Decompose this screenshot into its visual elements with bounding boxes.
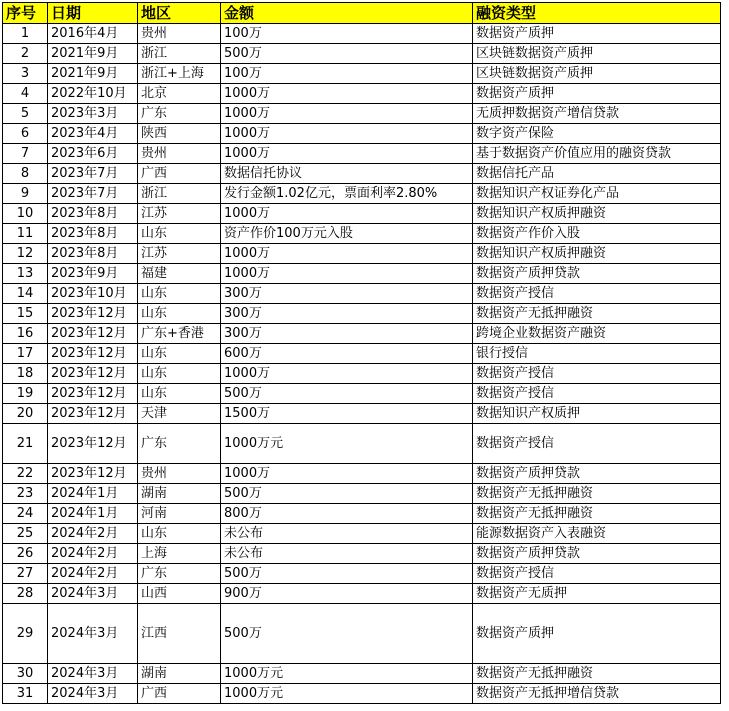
table-row <box>3 404 721 424</box>
cell-type: 数据资产无抵押融资 <box>473 664 721 684</box>
cell-region: 广西 <box>138 164 221 184</box>
header-amount: 金额 <box>221 3 473 24</box>
table-row <box>3 284 721 304</box>
cell-date: 2023年8月 <box>48 224 138 244</box>
table-row <box>3 544 721 564</box>
cell-amount: 数据信托协议 <box>221 164 473 184</box>
cell-date: 2023年12月 <box>48 404 138 424</box>
cell-date: 2023年7月 <box>48 184 138 204</box>
table-row <box>3 264 721 284</box>
cell-region: 北京 <box>138 84 221 104</box>
table-body <box>3 24 721 704</box>
cell-region: 贵州 <box>138 144 221 164</box>
cell-date: 2023年6月 <box>48 144 138 164</box>
cell-amount: 500万 <box>221 564 473 584</box>
cell-date: 2023年8月 <box>48 244 138 264</box>
cell-region: 山东 <box>138 284 221 304</box>
cell-type: 数据知识产权质押融资 <box>473 244 721 264</box>
cell-amount: 500万 <box>221 484 473 504</box>
table-row <box>3 224 721 244</box>
cell-amount: 发行金额1.02亿元，票面利率2.80% <box>221 184 473 204</box>
table-row <box>3 304 721 324</box>
table-row <box>3 484 721 504</box>
cell-region: 福建 <box>138 264 221 284</box>
table-row <box>3 84 721 104</box>
cell-type: 区块链数据资产质押 <box>473 64 721 84</box>
table-row <box>3 44 721 64</box>
cell-type: 数据资产无抵押融资 <box>473 304 721 324</box>
cell-amount: 1000万 <box>221 144 473 164</box>
cell-date: 2023年12月 <box>48 384 138 404</box>
cell-date: 2024年1月 <box>48 504 138 524</box>
cell-amount: 900万 <box>221 584 473 604</box>
cell-region: 浙江 <box>138 184 221 204</box>
cell-amount: 1000万 <box>221 124 473 144</box>
cell-date: 2023年4月 <box>48 124 138 144</box>
cell-type: 数据资产授信 <box>473 384 721 404</box>
cell-region: 广东 <box>138 564 221 584</box>
table-row <box>3 184 721 204</box>
cell-index: 14 <box>3 284 48 304</box>
cell-date: 2024年2月 <box>48 564 138 584</box>
cell-index: 28 <box>3 584 48 604</box>
cell-date: 2024年2月 <box>48 524 138 544</box>
cell-index: 21 <box>3 424 48 464</box>
cell-region: 山西 <box>138 584 221 604</box>
header-region: 地区 <box>138 3 221 24</box>
cell-region: 贵州 <box>138 464 221 484</box>
cell-region: 上海 <box>138 544 221 564</box>
cell-amount: 500万 <box>221 604 473 664</box>
cell-amount: 600万 <box>221 344 473 364</box>
financing-table <box>2 2 721 704</box>
cell-date: 2023年12月 <box>48 304 138 324</box>
cell-amount: 1000万 <box>221 364 473 384</box>
cell-type: 跨境企业数据资产融资 <box>473 324 721 344</box>
cell-region: 山东 <box>138 304 221 324</box>
cell-date: 2024年2月 <box>48 544 138 564</box>
cell-date: 2024年3月 <box>48 584 138 604</box>
cell-index: 16 <box>3 324 48 344</box>
table-row <box>3 64 721 84</box>
cell-region: 江西 <box>138 604 221 664</box>
cell-amount: 1000万元 <box>221 424 473 464</box>
cell-index: 18 <box>3 364 48 384</box>
cell-date: 2022年10月 <box>48 84 138 104</box>
cell-index: 13 <box>3 264 48 284</box>
cell-date: 2024年3月 <box>48 604 138 664</box>
cell-type: 数据资产质押贷款 <box>473 464 721 484</box>
cell-date: 2021年9月 <box>48 64 138 84</box>
cell-type: 基于数据资产价值应用的融资贷款 <box>473 144 721 164</box>
cell-index: 3 <box>3 64 48 84</box>
table-row <box>3 324 721 344</box>
cell-region: 山东 <box>138 224 221 244</box>
cell-region: 江苏 <box>138 204 221 224</box>
table-row <box>3 464 721 484</box>
header-index: 序号 <box>3 3 48 24</box>
cell-amount: 资产作价100万元入股 <box>221 224 473 244</box>
header-date: 日期 <box>48 3 138 24</box>
cell-date: 2023年12月 <box>48 344 138 364</box>
cell-amount: 1500万 <box>221 404 473 424</box>
cell-index: 25 <box>3 524 48 544</box>
table-row <box>3 424 721 464</box>
cell-amount: 1000万 <box>221 84 473 104</box>
cell-index: 26 <box>3 544 48 564</box>
table-row <box>3 164 721 184</box>
cell-region: 广东 <box>138 424 221 464</box>
table-row <box>3 124 721 144</box>
cell-type: 数据知识产权质押 <box>473 404 721 424</box>
cell-date: 2023年12月 <box>48 364 138 384</box>
cell-type: 数据资产授信 <box>473 364 721 384</box>
table-row <box>3 244 721 264</box>
cell-type: 银行授信 <box>473 344 721 364</box>
cell-amount: 500万 <box>221 384 473 404</box>
cell-region: 浙江 <box>138 44 221 64</box>
cell-amount: 未公布 <box>221 544 473 564</box>
cell-region: 广东+香港 <box>138 324 221 344</box>
table-row <box>3 104 721 124</box>
table-row <box>3 664 721 684</box>
cell-region: 河南 <box>138 504 221 524</box>
cell-amount: 1000万元 <box>221 664 473 684</box>
cell-date: 2021年9月 <box>48 44 138 64</box>
cell-index: 7 <box>3 144 48 164</box>
cell-index: 9 <box>3 184 48 204</box>
cell-index: 1 <box>3 24 48 44</box>
cell-index: 19 <box>3 384 48 404</box>
table-row <box>3 684 721 704</box>
cell-type: 数据资产质押贷款 <box>473 264 721 284</box>
cell-index: 2 <box>3 44 48 64</box>
cell-date: 2023年10月 <box>48 284 138 304</box>
cell-type: 数据知识产权证券化产品 <box>473 184 721 204</box>
cell-type: 无质押数据资产增信贷款 <box>473 104 721 124</box>
cell-amount: 1000万 <box>221 464 473 484</box>
header-type: 融资类型 <box>473 3 721 24</box>
cell-index: 12 <box>3 244 48 264</box>
cell-date: 2023年12月 <box>48 464 138 484</box>
cell-index: 29 <box>3 604 48 664</box>
cell-region: 广西 <box>138 684 221 704</box>
cell-type: 能源数据资产入表融资 <box>473 524 721 544</box>
cell-region: 江苏 <box>138 244 221 264</box>
cell-date: 2024年3月 <box>48 664 138 684</box>
cell-amount: 300万 <box>221 284 473 304</box>
cell-region: 陕西 <box>138 124 221 144</box>
cell-index: 17 <box>3 344 48 364</box>
cell-type: 数据资产无抵押增信贷款 <box>473 684 721 704</box>
cell-date: 2023年8月 <box>48 204 138 224</box>
cell-amount: 1000万 <box>221 264 473 284</box>
table-row <box>3 24 721 44</box>
table-row <box>3 144 721 164</box>
table-row <box>3 584 721 604</box>
cell-type: 数据资产授信 <box>473 424 721 464</box>
cell-type: 数据资产授信 <box>473 564 721 584</box>
cell-date: 2024年1月 <box>48 484 138 504</box>
cell-index: 30 <box>3 664 48 684</box>
cell-type: 数据信托产品 <box>473 164 721 184</box>
table-row <box>3 204 721 224</box>
cell-date: 2023年9月 <box>48 264 138 284</box>
cell-region: 贵州 <box>138 24 221 44</box>
cell-region: 广东 <box>138 104 221 124</box>
cell-index: 11 <box>3 224 48 244</box>
cell-index: 23 <box>3 484 48 504</box>
cell-date: 2016年4月 <box>48 24 138 44</box>
table-row <box>3 364 721 384</box>
table-row <box>3 564 721 584</box>
cell-type: 区块链数据资产质押 <box>473 44 721 64</box>
table-row <box>3 524 721 544</box>
cell-index: 10 <box>3 204 48 224</box>
table-row <box>3 504 721 524</box>
cell-index: 22 <box>3 464 48 484</box>
cell-region: 浙江+上海 <box>138 64 221 84</box>
cell-index: 20 <box>3 404 48 424</box>
cell-date: 2023年7月 <box>48 164 138 184</box>
cell-amount: 100万 <box>221 24 473 44</box>
cell-date: 2023年3月 <box>48 104 138 124</box>
cell-amount: 800万 <box>221 504 473 524</box>
cell-index: 24 <box>3 504 48 524</box>
cell-amount: 1000万 <box>221 204 473 224</box>
cell-region: 山东 <box>138 364 221 384</box>
cell-date: 2023年12月 <box>48 324 138 344</box>
cell-region: 湖南 <box>138 484 221 504</box>
table-row <box>3 384 721 404</box>
cell-index: 4 <box>3 84 48 104</box>
cell-amount: 未公布 <box>221 524 473 544</box>
cell-region: 山东 <box>138 344 221 364</box>
cell-type: 数据资产作价入股 <box>473 224 721 244</box>
cell-index: 27 <box>3 564 48 584</box>
cell-region: 天津 <box>138 404 221 424</box>
cell-type: 数据资产质押 <box>473 84 721 104</box>
cell-amount: 300万 <box>221 304 473 324</box>
cell-type: 数据资产质押贷款 <box>473 544 721 564</box>
cell-type: 数据知识产权质押融资 <box>473 204 721 224</box>
cell-index: 31 <box>3 684 48 704</box>
cell-index: 8 <box>3 164 48 184</box>
cell-type: 数据资产无抵押融资 <box>473 484 721 504</box>
cell-type: 数据资产授信 <box>473 284 721 304</box>
cell-index: 6 <box>3 124 48 144</box>
cell-region: 湖南 <box>138 664 221 684</box>
cell-amount: 1000万 <box>221 244 473 264</box>
cell-date: 2023年12月 <box>48 424 138 464</box>
cell-amount: 1000万元 <box>221 684 473 704</box>
cell-type: 数据资产无抵押融资 <box>473 504 721 524</box>
cell-amount: 1000万 <box>221 104 473 124</box>
cell-type: 数据资产质押 <box>473 604 721 664</box>
cell-type: 数字资产保险 <box>473 124 721 144</box>
cell-region: 山东 <box>138 384 221 404</box>
cell-amount: 500万 <box>221 44 473 64</box>
cell-type: 数据资产质押 <box>473 24 721 44</box>
cell-index: 5 <box>3 104 48 124</box>
table-row <box>3 604 721 664</box>
cell-region: 山东 <box>138 524 221 544</box>
header-row <box>3 3 721 24</box>
table-row <box>3 344 721 364</box>
cell-amount: 100万 <box>221 64 473 84</box>
cell-index: 15 <box>3 304 48 324</box>
cell-date: 2024年3月 <box>48 684 138 704</box>
cell-amount: 300万 <box>221 324 473 344</box>
cell-type: 数据资产无质押 <box>473 584 721 604</box>
